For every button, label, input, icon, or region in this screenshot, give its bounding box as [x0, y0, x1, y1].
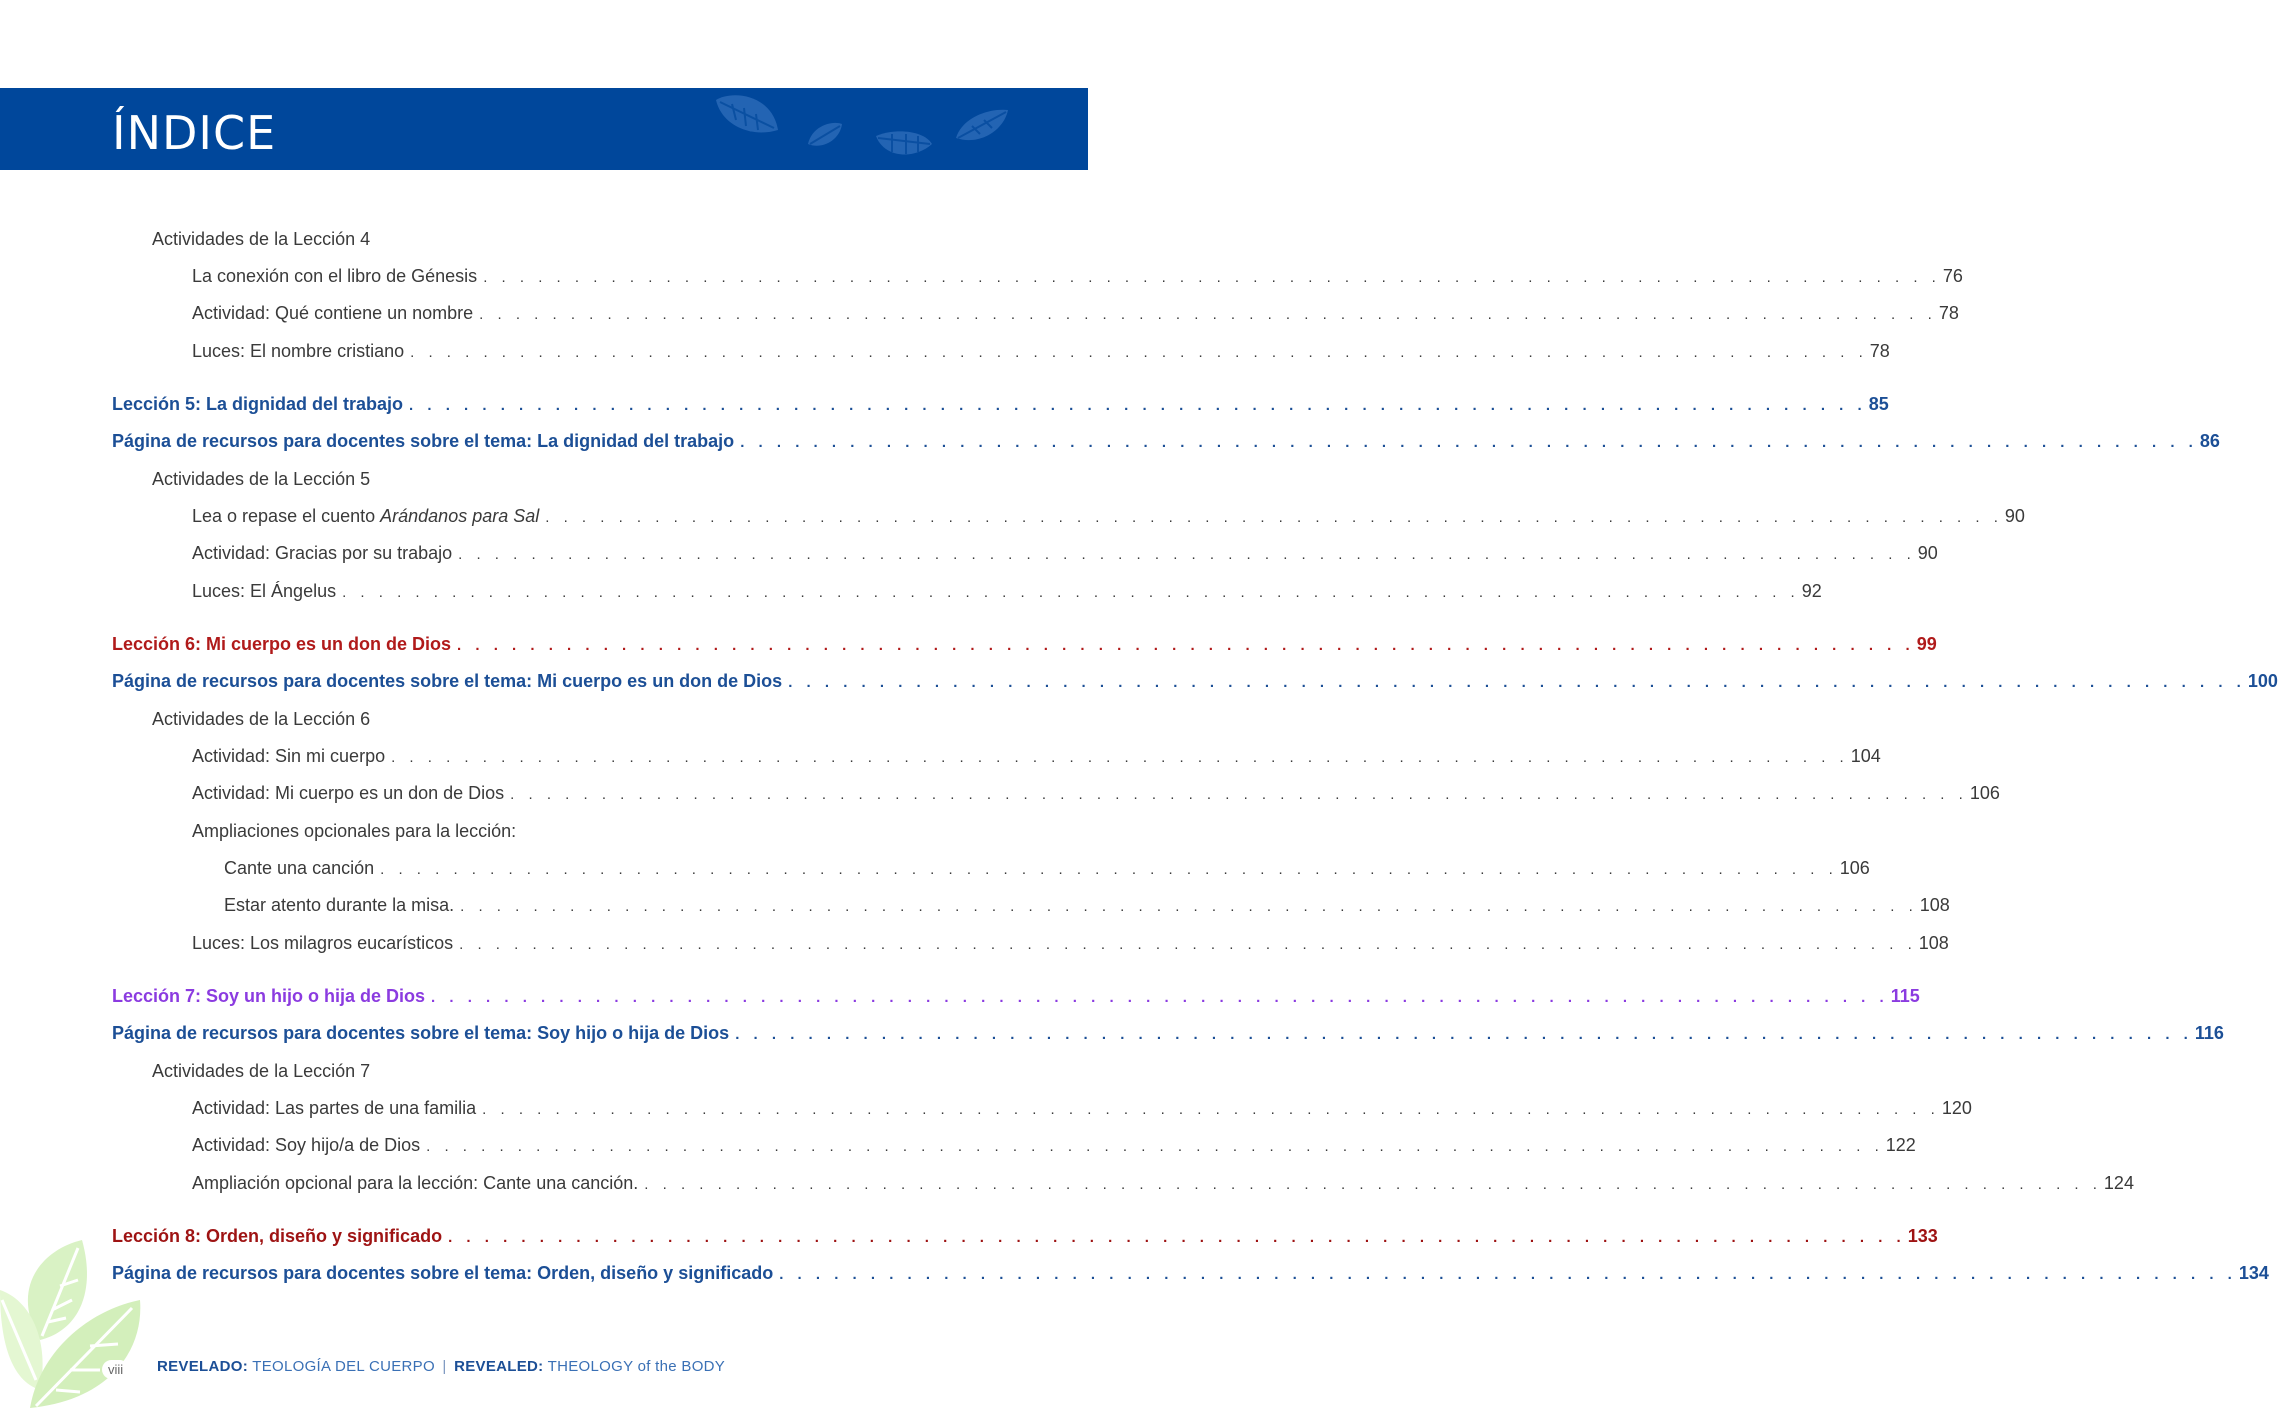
toc-page-number: 108 [1919, 895, 1950, 915]
toc-activity-entry[interactable] [192, 337, 1890, 365]
toc-entry-label [192, 502, 545, 530]
toc-activity-entry[interactable] [192, 539, 1938, 567]
dot-leader: . . . . . . . . . . . . . . . . . . . . . . . . . . . . . . . . . . . . . . . . . . . . . . . . . . . . . . . . . . . . . . . . . . . . . . . . . . . . . . . . [409, 397, 1867, 414]
dot-leader: . . . . . . . . . . . . . . . . . . . . . . . . . . . . . . . . . . . . . . . . . . . . . . . . . . . . . . . . . . . . . . . . . . . . . . . . . . . . . . . . [342, 584, 1800, 601]
toc-page-number: 106 [1969, 783, 2000, 803]
dot-leader: . . . . . . . . . . . . . . . . . . . . . . . . . . . . . . . . . . . . . . . . . . . . . . . . . . . . . . . . . . . . . . . . . . . . . . . . . . . . . . . . [482, 1101, 1940, 1118]
toc-activity-entry[interactable] [192, 1094, 1972, 1122]
toc-activity-entry[interactable] [192, 502, 2025, 530]
dot-leader: . . . . . . . . . . . . . . . . . . . . . . . . . . . . . . . . . . . . . . . . . . . . . . . . . . . . . . . . . . . . . . . . . . . . . . . . . . . . . . . . [735, 1026, 2193, 1043]
toc-entry-label: Ampliación opcional para la lección: Cante una canción. [192, 1173, 639, 1193]
toc-activity-entry[interactable] [192, 262, 1963, 290]
toc-entry-label: Actividad: Gracias por su trabajo [192, 543, 453, 563]
toc-entry-label: Actividad: Qué contiene un nombre [192, 303, 474, 323]
dot-leader: . . . . . . . . . . . . . . . . . . . . . . . . . . . . . . . . . . . . . . . . . . . . . . . . . . . . . . . . . . . . . . . . . . . . . . . . . . . . . . . . [448, 1229, 1906, 1246]
toc-section-heading: Actividades de la Lección 7 [152, 1061, 371, 1081]
toc-entry-label: Luces: Los milagros eucarísticos [192, 933, 454, 953]
toc-entry-label: Página de recursos para docentes sobre el tema: La dignidad del trabajo [112, 431, 735, 451]
toc-activity-entry[interactable] [192, 1169, 2134, 1197]
dot-leader: . . . . . . . . . . . . . . . . . . . . . . . . . . . . . . . . . . . . . . . . . . . . . . . . . . . . . . . . . . . . . . . . . . . . . . . . . . . . . . . . [545, 509, 2003, 526]
footer-title-es: TEOLOGÍA DEL CUERPO [248, 1358, 440, 1375]
toc-page-number: 124 [2103, 1173, 2134, 1193]
toc-entry-label: Actividad: Sin mi cuerpo [192, 746, 386, 766]
toc-entry-label: Lección 7: Soy un hijo o hija de Dios [112, 986, 426, 1006]
toc-entry-label: Luces: El Ángelus [192, 581, 337, 601]
dot-leader: . . . . . . . . . . . . . . . . . . . . . . . . . . . . . . . . . . . . . . . . . . . . . . . . . . . . . . . . . . . . . . . . . . . . . . . . . . . . . . . . [410, 344, 1868, 361]
toc-entry-label: Página de recursos para docentes sobre el tema: Soy hijo o hija de Dios [112, 1023, 730, 1043]
page-title: ÍNDICE [112, 106, 277, 160]
toc-page-number: 92 [1801, 581, 1822, 601]
toc-activity-entry[interactable] [192, 742, 1881, 770]
toc-activity-entry[interactable] [192, 577, 1822, 605]
toc-entry-label-prefix: Lea o repase el cuento [192, 506, 381, 526]
toc-lesson-entry[interactable] [112, 630, 1937, 658]
toc-page-number: 78 [1869, 341, 1890, 361]
toc-page-number: 104 [1850, 746, 1881, 766]
dot-leader: . . . . . . . . . . . . . . . . . . . . . . . . . . . . . . . . . . . . . . . . . . . . . . . . . . . . . . . . . . . . . . . . . . . . . . . . . . . . . . . . [644, 1176, 2102, 1193]
dot-leader: . . . . . . . . . . . . . . . . . . . . . . . . . . . . . . . . . . . . . . . . . . . . . . . . . . . . . . . . . . . . . . . . . . . . . . . . . . . . . . . . [779, 1266, 2237, 1283]
toc-activity-entry[interactable] [224, 854, 1870, 882]
dot-leader: . . . . . . . . . . . . . . . . . . . . . . . . . . . . . . . . . . . . . . . . . . . . . . . . . . . . . . . . . . . . . . . . . . . . . . . . . . . . . . . . [460, 898, 1918, 915]
dot-leader: . . . . . . . . . . . . . . . . . . . . . . . . . . . . . . . . . . . . . . . . . . . . . . . . . . . . . . . . . . . . . . . . . . . . . . . . . . . . . . . . [479, 306, 1937, 323]
dot-leader: . . . . . . . . . . . . . . . . . . . . . . . . . . . . . . . . . . . . . . . . . . . . . . . . . . . . . . . . . . . . . . . . . . . . . . . . . . . . . . . . [426, 1138, 1884, 1155]
footer-separator: | [442, 1358, 447, 1375]
toc-entry-book-title: Arándanos para Sal [380, 506, 540, 526]
toc-page-number: 134 [2238, 1263, 2269, 1283]
toc-page-number: 122 [1885, 1135, 1916, 1155]
toc-page-number: 108 [1918, 933, 1949, 953]
leaf-cluster-icon [0, 1230, 150, 1408]
toc-entry-label: Luces: El nombre cristiano [192, 341, 405, 361]
toc-lesson-entry[interactable] [112, 667, 2278, 695]
toc-page-number: 120 [1941, 1098, 1972, 1118]
toc-page-number: 133 [1907, 1226, 1938, 1246]
dot-leader: . . . . . . . . . . . . . . . . . . . . . . . . . . . . . . . . . . . . . . . . . . . . . . . . . . . . . . . . . . . . . . . . . . . . . . . . . . . . . . . . [788, 674, 2246, 691]
toc-page-number: 90 [1917, 543, 1938, 563]
footer-title-es-bold: REVELADO: [157, 1358, 249, 1375]
toc-activity-entry[interactable] [192, 779, 2000, 807]
toc-page-number: 106 [1839, 858, 1870, 878]
toc-lesson-entry[interactable] [112, 427, 2220, 455]
toc-page-number: 78 [1938, 303, 1959, 323]
running-footer [157, 1358, 725, 1375]
dot-leader: . . . . . . . . . . . . . . . . . . . . . . . . . . . . . . . . . . . . . . . . . . . . . . . . . . . . . . . . . . . . . . . . . . . . . . . . . . . . . . . . [457, 637, 1915, 654]
toc-page-number: 100 [2247, 671, 2278, 691]
toc-activity-entry[interactable] [192, 929, 1949, 957]
dot-leader: . . . . . . . . . . . . . . . . . . . . . . . . . . . . . . . . . . . . . . . . . . . . . . . . . . . . . . . . . . . . . . . . . . . . . . . . . . . . . . . . [458, 546, 1916, 563]
toc-entry-label: Actividad: Las partes de una familia [192, 1098, 477, 1118]
toc-page-number: 76 [1942, 266, 1963, 286]
footer-title-en: THEOLOGY of the BODY [543, 1358, 726, 1375]
toc-lesson-entry[interactable] [112, 1259, 2269, 1287]
dot-leader: . . . . . . . . . . . . . . . . . . . . . . . . . . . . . . . . . . . . . . . . . . . . . . . . . . . . . . . . . . . . . . . . . . . . . . . . . . . . . . . . [459, 936, 1917, 953]
toc-page-number: 115 [1890, 986, 1920, 1006]
toc-page-number: 99 [1916, 634, 1937, 654]
leaf-icon [954, 106, 1010, 146]
dot-leader: . . . . . . . . . . . . . . . . . . . . . . . . . . . . . . . . . . . . . . . . . . . . . . . . . . . . . . . . . . . . . . . . . . . . . . . . . . . . . . . . [483, 269, 1941, 286]
toc-lesson-entry[interactable] [112, 390, 1889, 418]
toc-lesson-entry[interactable] [112, 982, 1920, 1010]
toc-section-heading: Actividades de la Lección 4 [152, 229, 371, 249]
toc-entry-label: Lección 5: La dignidad del trabajo [112, 394, 404, 414]
toc-section-heading: Actividades de la Lección 6 [152, 709, 371, 729]
toc-section-heading: Actividades de la Lección 5 [152, 469, 371, 489]
toc-page-number: 90 [2004, 506, 2025, 526]
toc-entry-label: Página de recursos para docentes sobre el tema: Orden, diseño y significado [112, 1263, 774, 1283]
toc-activity-entry[interactable] [192, 1131, 1916, 1159]
toc-section-heading: Ampliaciones opcionales para la lección: [192, 821, 517, 841]
toc-activity-entry[interactable] [224, 891, 1950, 919]
toc-entry-label: Estar atento durante la misa. [224, 895, 455, 915]
toc-entry-label: Lección 6: Mi cuerpo es un don de Dios [112, 634, 452, 654]
dot-leader: . . . . . . . . . . . . . . . . . . . . . . . . . . . . . . . . . . . . . . . . . . . . . . . . . . . . . . . . . . . . . . . . . . . . . . . . . . . . . . . . [740, 434, 2198, 451]
toc-page-number: 85 [1868, 394, 1889, 414]
toc-entry-label: Página de recursos para docentes sobre el tema: Mi cuerpo es un don de Dios [112, 671, 783, 691]
dot-leader: . . . . . . . . . . . . . . . . . . . . . . . . . . . . . . . . . . . . . . . . . . . . . . . . . . . . . . . . . . . . . . . . . . . . . . . . . . . . . . . . [391, 749, 1849, 766]
toc-lesson-entry[interactable] [112, 1019, 2224, 1047]
toc-page-number: 116 [2194, 1023, 2224, 1043]
toc-entry-label: Actividad: Soy hijo/a de Dios [192, 1135, 421, 1155]
footer-title-en-bold: REVEALED: [449, 1358, 544, 1375]
toc-entry-label: Cante una canción [224, 858, 375, 878]
toc-entry-label: Actividad: Mi cuerpo es un don de Dios [192, 783, 505, 803]
dot-leader: . . . . . . . . . . . . . . . . . . . . . . . . . . . . . . . . . . . . . . . . . . . . . . . . . . . . . . . . . . . . . . . . . . . . . . . . . . . . . . . . [380, 861, 1838, 878]
toc-lesson-entry[interactable] [112, 1222, 1938, 1250]
page-number: viii [102, 1360, 129, 1379]
toc-entry-label: La conexión con el libro de Génesis [192, 266, 478, 286]
dot-leader: . . . . . . . . . . . . . . . . . . . . . . . . . . . . . . . . . . . . . . . . . . . . . . . . . . . . . . . . . . . . . . . . . . . . . . . . . . . . . . . . [431, 989, 1889, 1006]
header-banner [0, 88, 1088, 170]
leaf-icon [712, 90, 784, 140]
toc-page-number: 86 [2199, 431, 2220, 451]
leaf-icon [806, 120, 844, 150]
leaf-icon [874, 126, 934, 162]
toc-activity-entry[interactable] [192, 299, 1959, 327]
toc-entry-label: Lección 8: Orden, diseño y significado [112, 1226, 443, 1246]
dot-leader: . . . . . . . . . . . . . . . . . . . . . . . . . . . . . . . . . . . . . . . . . . . . . . . . . . . . . . . . . . . . . . . . . . . . . . . . . . . . . . . . [510, 786, 1968, 803]
